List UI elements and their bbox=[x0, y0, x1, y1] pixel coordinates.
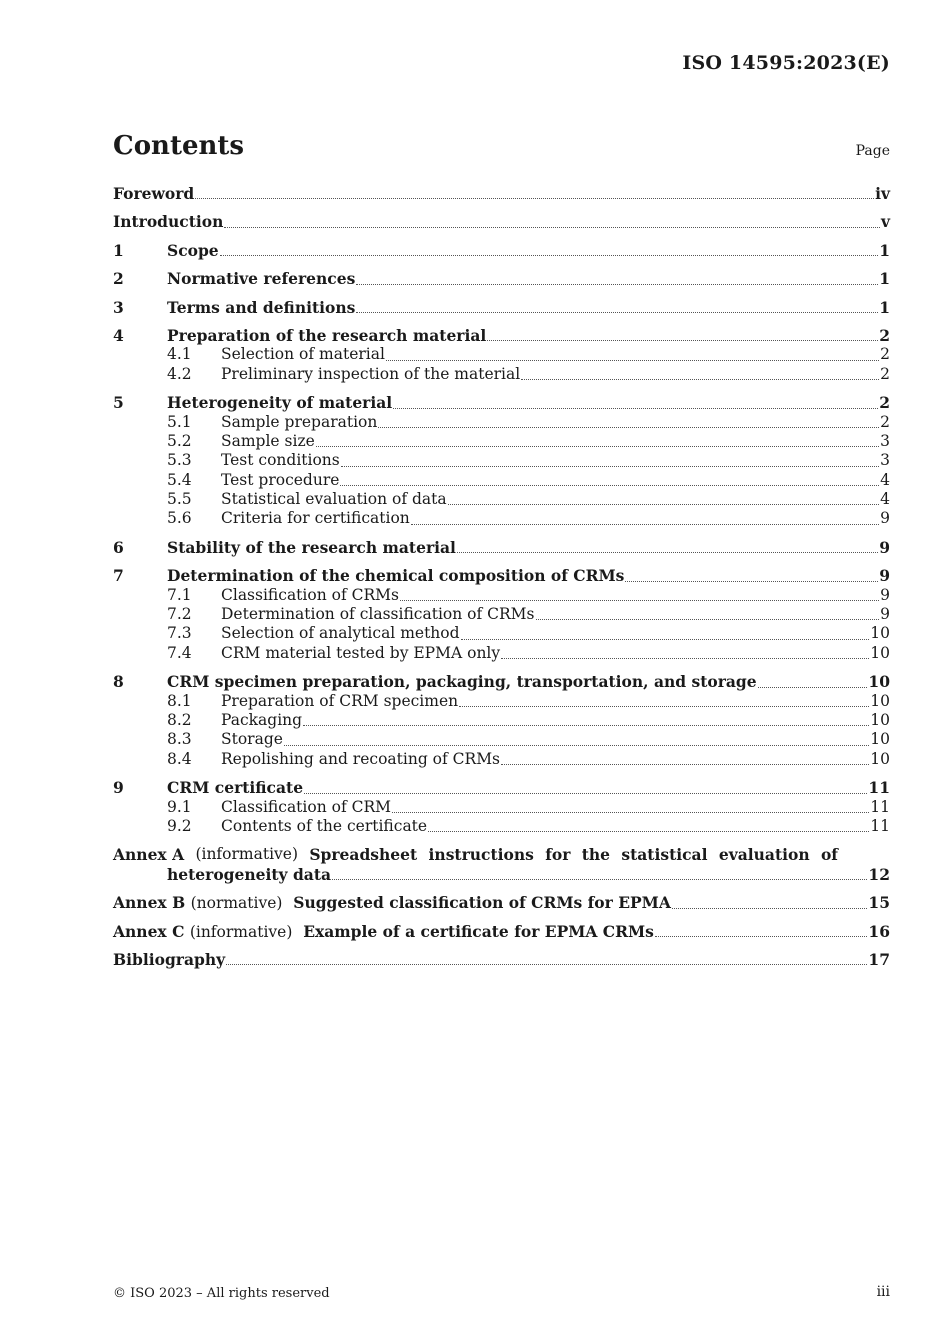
toc-entry-number: 9 bbox=[113, 778, 124, 798]
toc-leader-dots bbox=[341, 465, 879, 467]
toc-entry-page: 9 bbox=[880, 509, 890, 528]
toc-entry-number: 2 bbox=[113, 269, 124, 289]
toc-entry-number: 8.3 bbox=[167, 730, 192, 749]
toc-entry-annex-b[interactable] bbox=[113, 893, 890, 912]
toc-entry-number: 4 bbox=[113, 325, 124, 345]
toc-entry-number: 7.2 bbox=[167, 605, 192, 624]
annex-title-word: instructions bbox=[428, 845, 534, 865]
toc-entry-title: CRM material tested by EPMA only bbox=[221, 643, 501, 662]
toc-entry-subclause-5-2[interactable] bbox=[113, 432, 890, 451]
toc-entry-page: 1 bbox=[879, 240, 890, 260]
toc-entry-clause-3[interactable] bbox=[113, 298, 890, 317]
annex-type: (normative) bbox=[190, 894, 283, 913]
toc-leader-dots bbox=[501, 657, 869, 659]
toc-entry-number: 9.1 bbox=[167, 797, 192, 816]
toc-entry-subclause-5-6[interactable] bbox=[113, 509, 890, 528]
toc-leader-dots bbox=[655, 935, 868, 937]
toc-entry-clause-2[interactable] bbox=[113, 269, 890, 288]
toc-entry-page: 1 bbox=[879, 297, 890, 317]
toc-entry-number: 3 bbox=[113, 297, 124, 317]
toc-leader-dots bbox=[459, 705, 869, 707]
toc-entry-number: 4.2 bbox=[167, 364, 192, 383]
toc-entry-number: 1 bbox=[113, 240, 124, 260]
toc-entry-number: 7.3 bbox=[167, 624, 192, 643]
toc-entry-subclause-9-1[interactable] bbox=[113, 798, 890, 817]
toc-leader-dots bbox=[393, 407, 878, 409]
toc-leader-dots bbox=[392, 811, 869, 813]
toc-leader-dots bbox=[284, 744, 869, 746]
toc-entry-title: Terms and definitions bbox=[167, 297, 356, 317]
toc-entry-subclause-8-2[interactable] bbox=[113, 711, 890, 730]
toc-leader-dots bbox=[332, 878, 867, 880]
footer-copyright: © ISO 2023 – All rights reserved bbox=[113, 1286, 330, 1301]
annex-title-word: Spreadsheet bbox=[309, 845, 418, 865]
toc-entry-page: 10 bbox=[870, 710, 890, 729]
toc-entry-number: 5.2 bbox=[167, 431, 192, 450]
toc-entry-page: 3 bbox=[880, 451, 890, 470]
toc-entry-number: 7.4 bbox=[167, 643, 192, 662]
toc-leader-dots bbox=[340, 484, 879, 486]
toc-entry-number: 8.4 bbox=[167, 749, 192, 768]
toc-entry-subclause-7-1[interactable] bbox=[113, 586, 890, 605]
toc-entry-introduction[interactable] bbox=[113, 212, 890, 231]
toc-entry-title: Selection of material bbox=[221, 345, 385, 364]
toc-leader-dots bbox=[220, 254, 879, 256]
toc-entry-page: 9 bbox=[880, 585, 890, 604]
annex-label: Annex C bbox=[113, 921, 185, 941]
toc-entry-number: 7 bbox=[113, 566, 124, 586]
toc-entry-page: 11 bbox=[870, 797, 890, 816]
toc-entry-annex-a-continued[interactable] bbox=[113, 865, 890, 884]
page-column-label: Page bbox=[855, 143, 890, 159]
toc-entry-page: 9 bbox=[880, 605, 890, 624]
toc-entry-subclause-7-3[interactable] bbox=[113, 624, 890, 643]
document-id: ISO 14595:2023(E) bbox=[682, 52, 890, 74]
annex-title-word: for bbox=[545, 845, 571, 865]
toc-entry-number: 5.3 bbox=[167, 451, 192, 470]
toc-entry-page: 16 bbox=[868, 921, 890, 941]
toc-entry-clause-8[interactable] bbox=[113, 672, 890, 691]
toc-entry-title: Contents of the certificate bbox=[221, 816, 428, 835]
toc-leader-dots bbox=[625, 580, 878, 582]
toc-entry-page: 11 bbox=[870, 816, 890, 835]
toc-entry-page: 9 bbox=[879, 537, 890, 557]
toc-entry-number: 5 bbox=[113, 393, 124, 413]
toc-entry-number: 5.4 bbox=[167, 470, 192, 489]
toc-entry-number: 8 bbox=[113, 672, 124, 692]
toc-entry-page: 4 bbox=[880, 490, 890, 509]
toc-entry-title: Statistical evaluation of data bbox=[221, 490, 447, 509]
toc-leader-dots bbox=[304, 792, 867, 794]
toc-entry-title: Determination of the chemical composition of CRMs bbox=[167, 566, 625, 586]
toc-leader-dots bbox=[356, 311, 878, 313]
toc-entry-subclause-8-1[interactable] bbox=[113, 692, 890, 711]
toc-entry-number: 7.1 bbox=[167, 585, 192, 604]
toc-clauses bbox=[113, 241, 890, 837]
toc-entry-title: Packaging bbox=[221, 710, 303, 729]
toc-entry-page: 17 bbox=[868, 949, 890, 969]
toc-entry-clause-5[interactable] bbox=[113, 393, 890, 412]
toc-leader-dots bbox=[448, 503, 879, 505]
toc-entry-title: CRM certificate bbox=[167, 778, 304, 798]
annex-title: Suggested classification of CRMs for EPMA bbox=[293, 893, 671, 913]
toc-entry-title: Storage bbox=[221, 730, 283, 749]
toc-entry-page: 2 bbox=[880, 412, 890, 431]
toc-entry-number: 8.2 bbox=[167, 710, 192, 729]
toc-leader-dots bbox=[521, 378, 879, 380]
toc-entry-number: 8.1 bbox=[167, 691, 192, 710]
toc-entry-page: 1 bbox=[879, 269, 890, 289]
toc-entry-foreword[interactable] bbox=[113, 184, 890, 203]
toc-entry-subclause-8-3[interactable] bbox=[113, 730, 890, 749]
toc-entry-title: Scope bbox=[167, 240, 219, 260]
toc-entry-title: Determination of classification of CRMs bbox=[221, 605, 535, 624]
toc-leader-dots bbox=[224, 226, 880, 228]
toc-leader-dots bbox=[428, 830, 869, 832]
toc-leader-dots bbox=[303, 724, 869, 726]
table-of-contents bbox=[113, 184, 890, 969]
toc-leader-dots bbox=[461, 638, 870, 640]
toc-entry-title: Repolishing and recoating of CRMs bbox=[221, 749, 501, 768]
toc-entry-page: 10 bbox=[870, 691, 890, 710]
annex-type: (informative) bbox=[189, 922, 293, 941]
toc-entry-page: v bbox=[880, 212, 890, 232]
toc-entry-page: 2 bbox=[880, 364, 890, 383]
annex-title-word: statistical bbox=[621, 845, 708, 865]
toc-entry-subclause-5-1[interactable] bbox=[113, 413, 890, 432]
toc-leader-dots bbox=[501, 763, 869, 765]
toc-entry-number: 5.5 bbox=[167, 490, 192, 509]
toc-leader-dots bbox=[316, 445, 879, 447]
annex-title-word: evaluation bbox=[718, 845, 810, 865]
toc-leader-dots bbox=[386, 359, 879, 361]
toc-entry-subclause-4-2[interactable] bbox=[113, 365, 890, 384]
toc-entry-bibliography[interactable] bbox=[113, 950, 890, 969]
toc-entry-title bbox=[113, 893, 671, 913]
toc-entry-subclause-5-4[interactable] bbox=[113, 471, 890, 490]
toc-leader-dots bbox=[487, 339, 878, 341]
toc-leader-dots bbox=[356, 283, 878, 285]
toc-entry-page: 4 bbox=[880, 470, 890, 489]
toc-entry-title: Classification of CRM bbox=[221, 797, 392, 816]
toc-entry-title: Sample preparation bbox=[221, 412, 378, 431]
annex-title-word: the bbox=[581, 845, 611, 865]
toc-entry-subclause-5-3[interactable] bbox=[113, 451, 890, 470]
toc-entry-page: iv bbox=[875, 184, 890, 203]
toc-leader-dots bbox=[226, 963, 867, 965]
toc-entry-page: 15 bbox=[868, 893, 890, 913]
toc-leader-dots bbox=[400, 599, 879, 601]
annex-label: Annex A bbox=[113, 845, 185, 865]
toc-entry-subclause-8-4[interactable] bbox=[113, 750, 890, 769]
annex-title-word: of bbox=[820, 845, 838, 865]
toc-entry-title: Foreword bbox=[113, 184, 195, 203]
toc-entry-title: Normative references bbox=[167, 269, 356, 289]
toc-entry-number: 5.6 bbox=[167, 509, 192, 528]
annex-type: (informative) bbox=[195, 845, 299, 864]
toc-entry-clause-7[interactable] bbox=[113, 566, 890, 585]
toc-entry-title: Sample size bbox=[221, 431, 315, 450]
toc-entry-page: 10 bbox=[870, 643, 890, 662]
toc-entry-page: 11 bbox=[868, 778, 890, 798]
footer-page-number: iii bbox=[876, 1284, 890, 1300]
toc-entry-number: 5.1 bbox=[167, 412, 192, 431]
toc-entry-clause-4[interactable] bbox=[113, 326, 890, 345]
toc-entry-page: 3 bbox=[880, 431, 890, 450]
toc-entry-title: Test procedure bbox=[221, 470, 340, 489]
toc-entry-title: Introduction bbox=[113, 212, 224, 232]
toc-entry-page: 10 bbox=[868, 672, 890, 692]
toc-entry-title: Test conditions bbox=[221, 451, 340, 470]
toc-leader-dots bbox=[378, 426, 879, 428]
toc-entry-subclause-4-1[interactable] bbox=[113, 345, 890, 364]
toc-entry-title: Classification of CRMs bbox=[221, 585, 399, 604]
toc-leader-dots bbox=[411, 523, 879, 525]
toc-entry-title: heterogeneity data bbox=[167, 864, 332, 884]
annex-label: Annex B bbox=[113, 893, 186, 913]
toc-leader-dots bbox=[536, 618, 880, 620]
toc-entry-subclause-9-2[interactable] bbox=[113, 817, 890, 836]
toc-entry-title: Criteria for certification bbox=[221, 509, 410, 528]
toc-entry-page: 10 bbox=[870, 730, 890, 749]
toc-leader-dots bbox=[672, 907, 868, 909]
toc-entry-clause-6[interactable] bbox=[113, 538, 890, 557]
toc-leader-dots bbox=[758, 686, 868, 688]
toc-entry-title: Stability of the research material bbox=[167, 537, 456, 557]
toc-entry-title: CRM specimen preparation, packaging, transportation, and storage bbox=[167, 672, 757, 692]
toc-leader-dots bbox=[457, 551, 878, 553]
toc-entry-number: 9.2 bbox=[167, 816, 192, 835]
contents-title: Contents bbox=[113, 131, 245, 161]
toc-entry-page: 12 bbox=[868, 864, 890, 884]
toc-entry-title: Preliminary inspection of the material bbox=[221, 364, 521, 383]
toc-entry-subclause-5-5[interactable] bbox=[113, 490, 890, 509]
toc-leader-dots bbox=[195, 197, 874, 199]
toc-entry-number: 6 bbox=[113, 537, 124, 557]
toc-entry-number: 4.1 bbox=[167, 345, 192, 364]
toc-entry-clause-1[interactable] bbox=[113, 241, 890, 260]
toc-entry-page: 2 bbox=[879, 393, 890, 413]
toc-entry-page: 9 bbox=[879, 566, 890, 586]
toc-entry-subclause-7-4[interactable] bbox=[113, 644, 890, 663]
toc-entry-annex-c[interactable] bbox=[113, 922, 890, 941]
toc-entry-title: Preparation of the research material bbox=[167, 325, 487, 345]
toc-entry-title bbox=[113, 922, 654, 942]
toc-entry-page: 2 bbox=[880, 345, 890, 364]
annex-title: Example of a certificate for EPMA CRMs bbox=[303, 921, 654, 941]
toc-entry-page: 10 bbox=[870, 624, 890, 643]
toc-entry-annex-a[interactable] bbox=[113, 845, 838, 864]
toc-entry-title: Heterogeneity of material bbox=[167, 393, 393, 413]
toc-entry-clause-9[interactable] bbox=[113, 778, 890, 797]
toc-entry-subclause-7-2[interactable] bbox=[113, 605, 890, 624]
toc-entry-page: 10 bbox=[870, 749, 890, 768]
toc-entry-page: 2 bbox=[879, 325, 890, 345]
toc-entry-title: Preparation of CRM specimen bbox=[221, 691, 459, 710]
toc-entry-title: Selection of analytical method bbox=[221, 624, 460, 643]
toc-entry-title: Bibliography bbox=[113, 949, 226, 969]
